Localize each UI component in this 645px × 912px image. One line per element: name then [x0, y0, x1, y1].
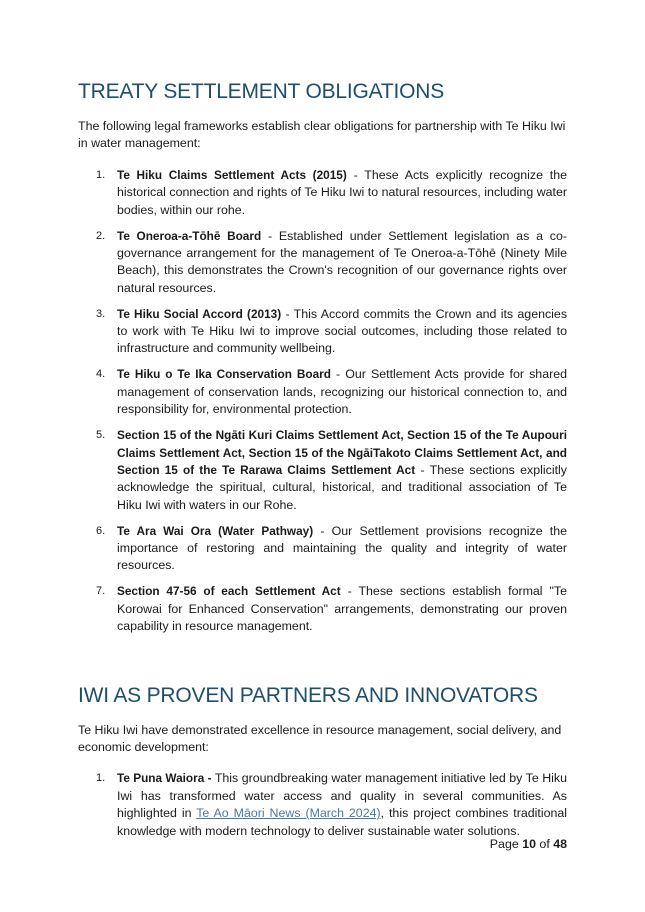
item-text: - This Accord commits the Crown and its agencies to work with Te Hiku Iwi to improve social outcomes, including those related to infrastructure and community wellbeing.: [117, 306, 568, 356]
item-title: Te Hiku Social Accord (2013): [117, 306, 282, 321]
list-number: 3.: [96, 307, 106, 320]
item-text-before: This groundbreaking water management initiative led by Te Hiku Iwi has transformed water access and quality in several communities. As highlighted in: [117, 771, 568, 821]
item-title: Te Puna Waiora -: [117, 771, 212, 786]
list-number: 4.: [96, 368, 106, 381]
item-text: - Established under Settlement legislation as a co-governance arrangement for the management of Te Oneroa-a-Tōhē (Ninety Mile Beach), this demonstrates the Crown's recognition of our governance rights over natural resources.: [117, 228, 567, 295]
list-number: 7.: [96, 585, 106, 598]
section-iwi-partners: [78, 682, 567, 840]
list-number: 1.: [96, 772, 106, 785]
page-of: of: [535, 837, 554, 851]
list-number: 2.: [96, 229, 106, 242]
treaty-obligations-list: [78, 167, 567, 636]
item-text: - These sections explicitly acknowledge the spiritual, cultural, historical, and traditional association of Te Hiku Iwi with waters in our Rohe.: [117, 462, 567, 512]
item-title: Te Hiku Claims Settlement Acts (2015): [117, 167, 347, 182]
news-link[interactable]: Te Ao Māori News (March 2024): [196, 806, 381, 821]
item-title: Te Hiku o Te Ika Conservation Board: [117, 367, 331, 382]
list-number: 6.: [96, 524, 106, 537]
item-text-after: , this project combines traditional knowledge with modern technology to deliver sustainable water solutions.: [117, 806, 567, 838]
page-footer: [490, 837, 567, 851]
iwi-partners-list: [78, 770, 567, 840]
item-text: - Our Settlement provisions recognize the importance of restoring and maintaining the quality and integrity of water resources.: [117, 523, 567, 573]
list-item: [78, 167, 567, 219]
section-heading-treaty: TREATY SETTLEMENT OBLIGATIONS: [78, 80, 445, 103]
page-total: 48: [553, 837, 567, 851]
item-text: - These sections establish formal "Te Korowai for Enhanced Conservation" arrangements, demonstrating our proven capability in resource management.: [117, 584, 568, 634]
list-item: [78, 306, 567, 358]
item-title: Te Ara Wai Ora (Water Pathway): [117, 523, 314, 538]
item-text: - Our Settlement Acts provide for shared management of conservation lands, recognizing our historical connection to, and responsibility for, environmental protection.: [117, 367, 567, 417]
section-intro-treaty: The following legal frameworks establish clear obligations for partnership with Te Hiku Iwi in water management:: [78, 119, 566, 151]
item-text: - These Acts explicitly recognize the historical connection and rights of Te Hiku Iwi to natural resources, including water bodies, within our rohe.: [117, 167, 567, 217]
list-number: 1.: [96, 168, 106, 181]
list-item: [78, 583, 567, 635]
list-number: 5.: [96, 429, 106, 442]
item-title: Section 15 of the Ngāti Kuri Claims Settlement Act, Section 15 of the Te Aupouri Claims Settlement Act, Section 15 of the NgāiTakoto Claims Settlement Act, and Section 15 of the Te Rarawa Claims Settlement Act: [117, 428, 567, 477]
page-prefix: Page: [489, 837, 523, 851]
page-current: 10: [522, 837, 536, 851]
list-item: [78, 366, 567, 418]
section-heading-iwi: IWI AS PROVEN PARTNERS AND INNOVATORS: [78, 683, 538, 707]
list-item: [78, 523, 567, 575]
list-item: [78, 228, 567, 298]
section-intro-iwi: Te Hiku Iwi have demonstrated excellence in resource management, social delivery, and economic development:: [78, 722, 562, 754]
item-title: Te Oneroa-a-Tōhē Board: [117, 228, 262, 243]
item-title: Section 47-56 of each Settlement Act: [117, 584, 341, 599]
list-item: [78, 427, 567, 514]
document-page: [78, 78, 567, 849]
list-item: [78, 770, 567, 840]
